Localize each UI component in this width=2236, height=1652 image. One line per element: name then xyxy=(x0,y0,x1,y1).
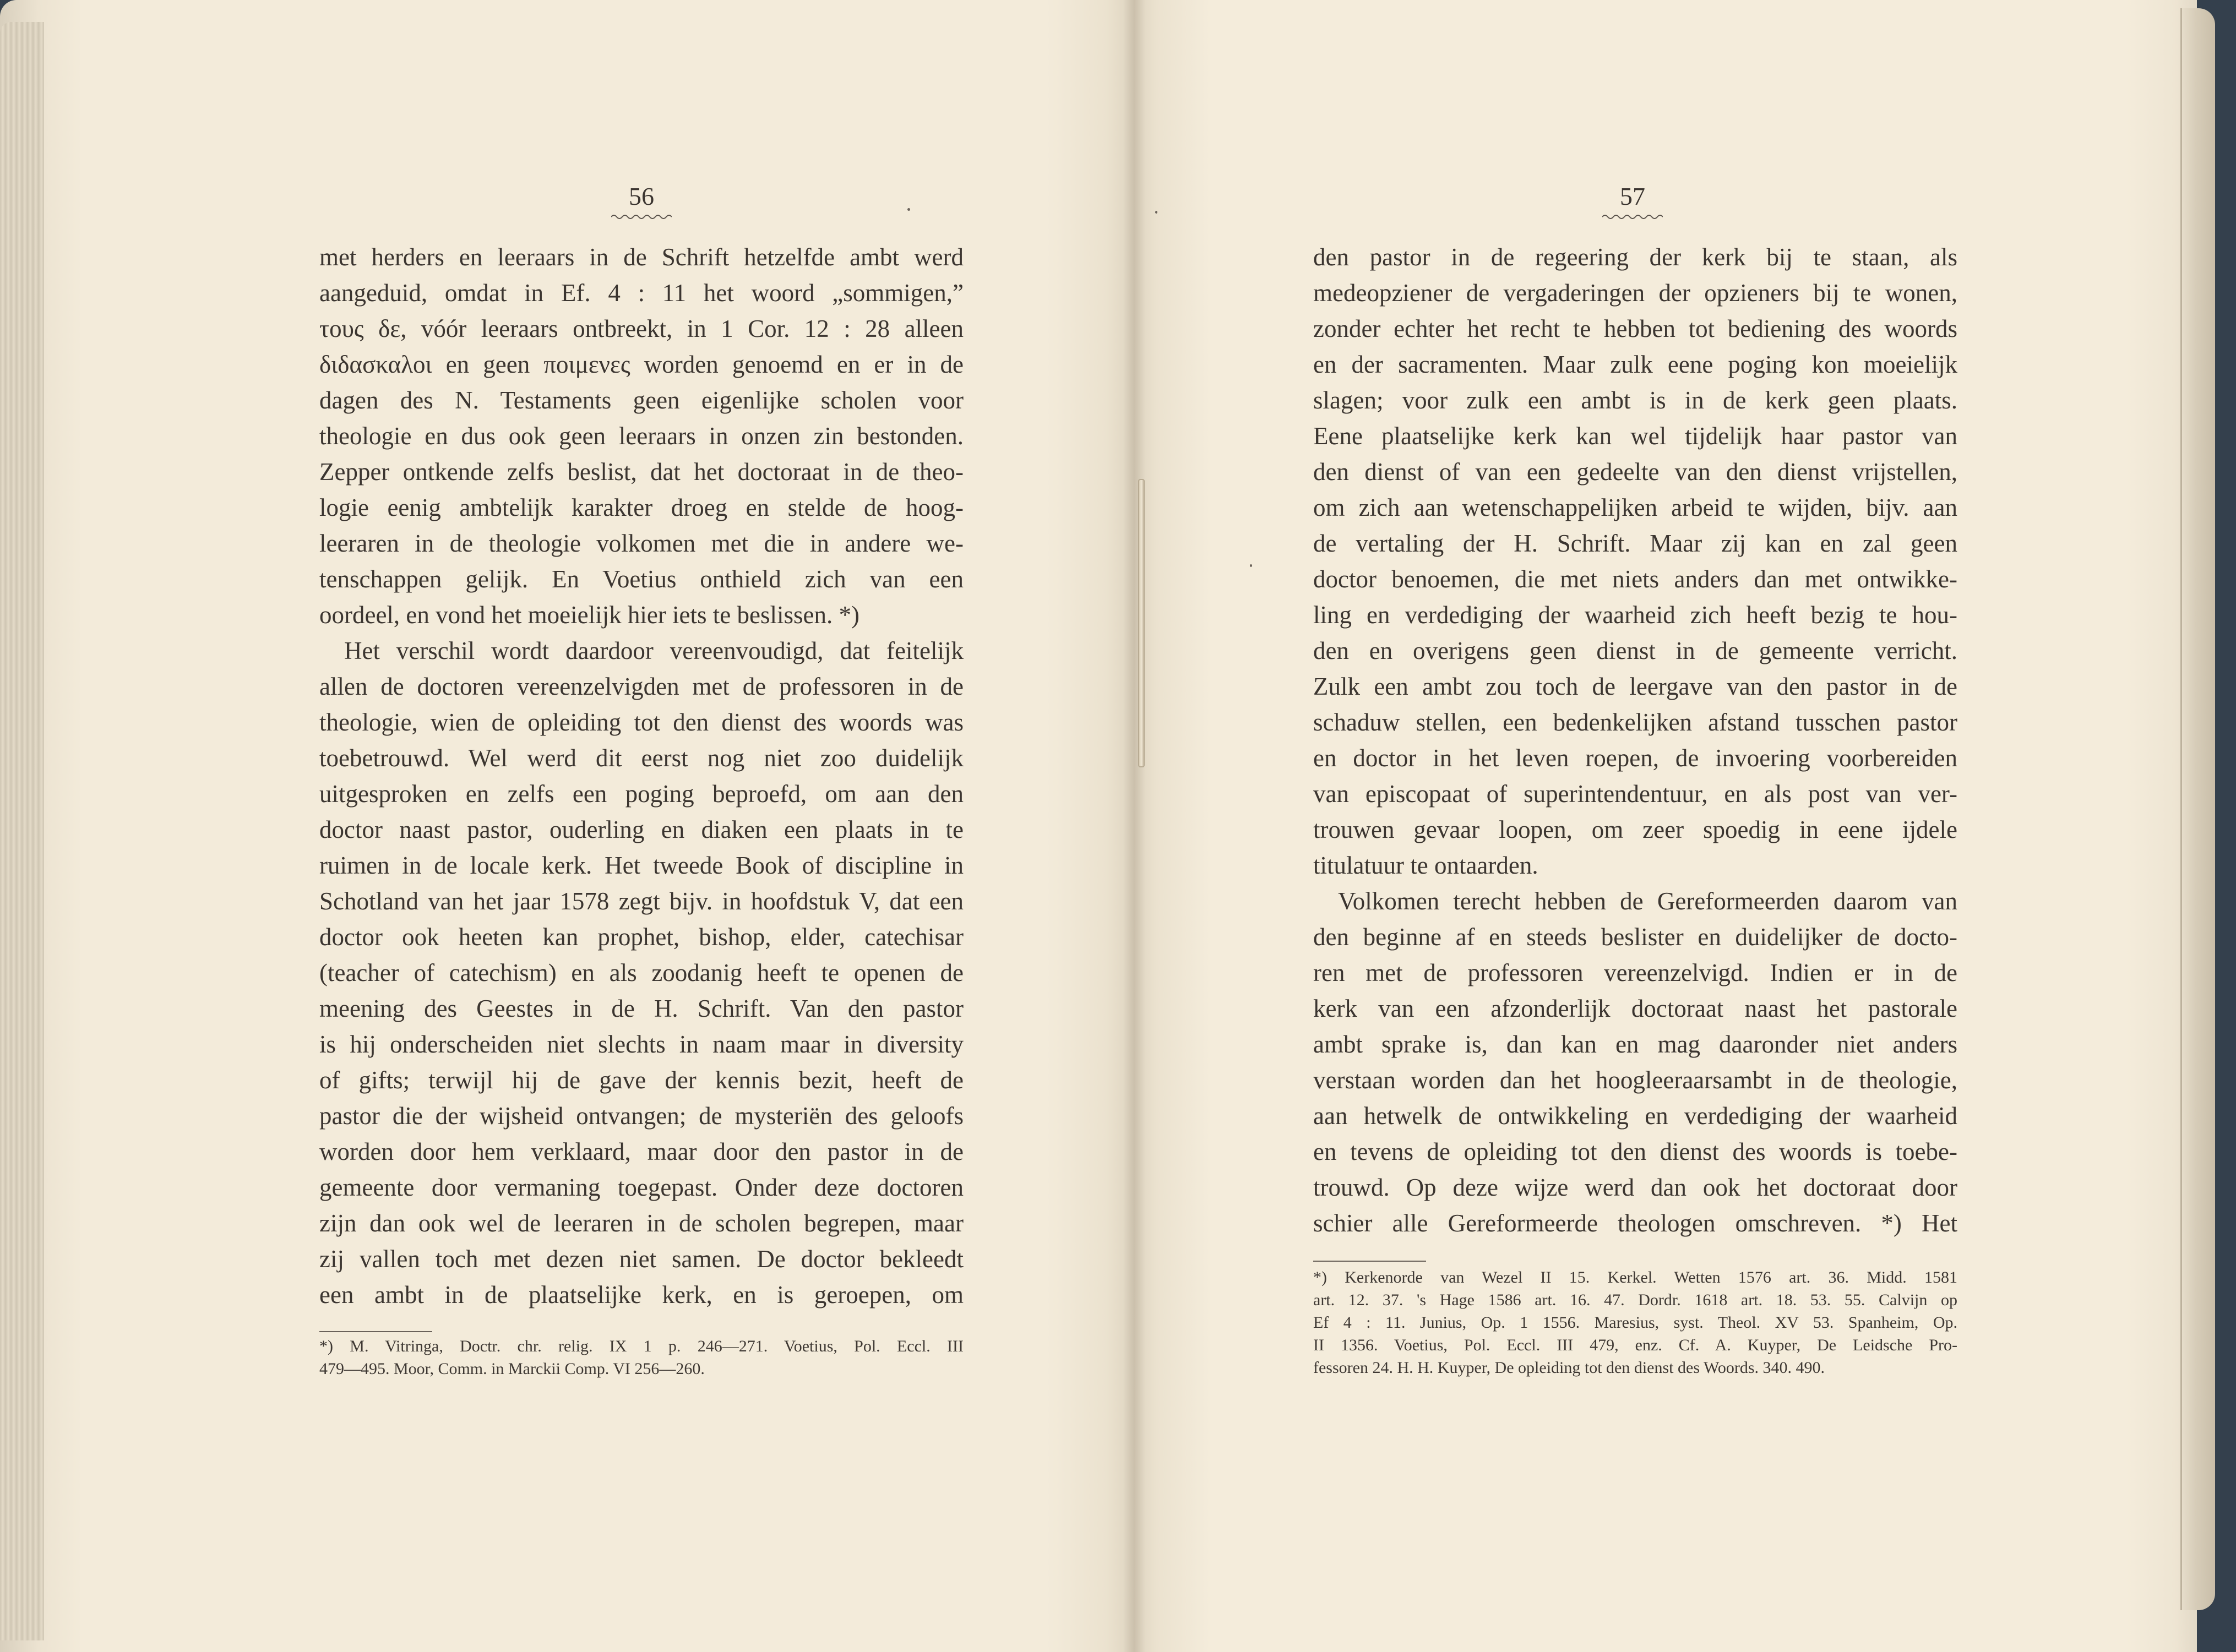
text-line: doctor ook heeten kan prophet, bishop, elder, catechisar xyxy=(319,923,964,951)
page-number-text: 56 xyxy=(629,182,654,210)
text-line: Volkomen terecht hebben de Gereformeerden daarom van xyxy=(1338,887,1957,915)
text-line: of gifts; terwijl hij de gave der kennis bezit, heeft de xyxy=(319,1066,964,1094)
text-line: titulatuur te ontaarden. xyxy=(1313,852,1538,879)
footnote-rule-left xyxy=(319,1331,432,1332)
text-line: trouwd. Op deze wijze werd dan ook het doctoraat door xyxy=(1313,1174,1957,1201)
paper-speck xyxy=(1250,564,1252,567)
text-line: aangeduid, omdat in Ef. 4 : 11 het woord „sommigen,” xyxy=(319,279,964,307)
text-line: doctor benoemen, die met niets anders dan met ontwikke- xyxy=(1313,565,1957,593)
left-body-text xyxy=(319,239,964,1313)
page-edges-right xyxy=(2180,8,2215,1610)
text-line: Eene plaatselijke kerk kan wel tijdelijk haar pastor van xyxy=(1313,422,1957,450)
text-line: en der sacramenten. Maar zulk eene poging kon moeielijk xyxy=(1313,351,1957,378)
text-line: ling en verdediging der waarheid zich heeft bezig te hou- xyxy=(1313,601,1957,629)
text-line: om zich aan wetenschappelijken arbeid te wijden, bijv. aan xyxy=(1313,494,1957,521)
text-line: en tevens de opleiding tot den dienst des woords is toebe- xyxy=(1313,1138,1957,1165)
footnote-line: fessoren 24. H. H. Kuyper, De opleiding tot den dienst des Woords. 340. 490. xyxy=(1313,1359,1825,1377)
footnote-line: 479—495. Moor, Comm. in Marckii Comp. VI 256—260. xyxy=(319,1360,705,1378)
text-line: (teacher of catechism) en als zoodanig heeft te openen de xyxy=(319,959,964,986)
right-body-text xyxy=(1313,239,1957,1241)
text-line: uitgesproken en zelfs een poging beproefd, om aan den xyxy=(319,780,964,808)
text-line: trouwen gevaar loopen, om zeer spoedig in eene ijdele xyxy=(1313,816,1957,843)
text-line: den dienst of van een gedeelte van den dienst vrijstellen, xyxy=(1313,458,1957,486)
text-line: zijn dan ook wel de leeraren in de scholen begrepen, maar xyxy=(319,1209,964,1237)
text-line: doctor naast pastor, ouderling en diaken een plaats in te xyxy=(319,816,964,843)
text-line: een ambt in de plaatselijke kerk, en is geroepen, om xyxy=(319,1281,964,1308)
text-line: διδασκαλοι en geen ποιμενες worden genoemd en er in de xyxy=(319,351,964,378)
text-line: de vertaling der H. Schrift. Maar zij kan en zal geen xyxy=(1313,530,1957,557)
text-line: den en overigens geen dienst in de gemeente verricht. xyxy=(1313,637,1957,664)
wavy-rule-icon xyxy=(1602,213,1663,221)
text-line: ruimen in de locale kerk. Het tweede Book of discipline in xyxy=(319,852,964,879)
text-line: toebetrouwd. Wel werd dit eerst nog niet zoo duidelijk xyxy=(319,744,964,772)
paper-speck xyxy=(907,208,910,211)
text-line: ren met de professoren vereenzelvigd. Indien er in de xyxy=(1313,959,1957,986)
text-line: worden door hem verklaard, maar door den pastor in de xyxy=(319,1138,964,1165)
footnote-line: Ef 4 : 11. Junius, Op. 1 1556. Maresius, syst. Theol. XV 53. Spanheim, Op. xyxy=(1313,1313,1957,1332)
footnote-line: art. 12. 37. 's Hage 1586 art. 16. 47. Dordr. 1618 art. 18. 53. 55. Calvijn op xyxy=(1313,1291,1957,1309)
text-line: allen de doctoren vereenzelvigden met de professoren in de xyxy=(319,673,964,700)
text-line: oordeel, en vond het moeielijk hier iets te beslissen. *) xyxy=(319,601,859,629)
text-line: zij vallen toch met dezen niet samen. De doctor bekleedt xyxy=(319,1245,964,1273)
page-edges-left xyxy=(0,22,44,1640)
text-line: ambt sprake is, dan kan en mag daaronder niet anders xyxy=(1313,1031,1957,1058)
text-line: meening des Geestes in de H. Schrift. Van den pastor xyxy=(319,995,964,1022)
footnote-line: *) M. Vitringa, Doctr. chr. relig. IX 1 p. 246—271. Voetius, Pol. Eccl. III xyxy=(319,1337,964,1355)
text-line: slagen; voor zulk een ambt is in de kerk geen plaats. xyxy=(1313,386,1957,414)
text-line: theologie, wien de opleiding tot den dienst des woords was xyxy=(319,708,964,736)
text-line: Schotland van het jaar 1578 zegt bijv. in hoofdstuk V, dat een xyxy=(319,887,964,915)
text-line: schaduw stellen, een bedenkelijken afstand tusschen pastor xyxy=(1313,708,1957,736)
footnote-line: II 1356. Voetius, Pol. Eccl. III 479, enz. Cf. A. Kuyper, De Leidsche Pro- xyxy=(1313,1336,1957,1354)
text-line: Zepper ontkende zelfs beslist, dat het doctoraat in de theo- xyxy=(319,458,964,486)
text-line: Het verschil wordt daardoor vereenvoudigd, dat feitelijk xyxy=(344,637,964,664)
text-line: dagen des N. Testaments geen eigenlijke scholen voor xyxy=(319,386,964,414)
text-line: van episcopaat of superintendentuur, en als post van ver- xyxy=(1313,780,1957,808)
text-line: verstaan worden dan het hoogleeraarsambt in de theologie, xyxy=(1313,1066,1957,1094)
book-gutter xyxy=(1123,0,1145,1652)
text-line: gemeente door vermaning toegepast. Onder deze doctoren xyxy=(319,1174,964,1201)
footnote-rule-right xyxy=(1313,1261,1426,1262)
text-line: den beginne af en steeds beslister en duidelijker de docto- xyxy=(1313,923,1957,951)
left-footnotes xyxy=(319,1335,964,1380)
binding-thread xyxy=(1138,479,1145,767)
text-line: theologie en dus ook geen leeraars in onzen zin bestonden. xyxy=(319,422,964,450)
text-line: leeraren in de theologie volkomen met die in andere we- xyxy=(319,530,964,557)
text-line: kerk van een afzonderlijk doctoraat naast het pastorale xyxy=(1313,995,1957,1022)
text-line: met herders en leeraars in de Schrift hetzelfde ambt werd xyxy=(319,243,964,271)
text-line: tenschappen gelijk. En Voetius onthield zich van een xyxy=(319,565,964,593)
page-number-text: 57 xyxy=(1620,182,1645,210)
text-line: aan hetwelk de ontwikkeling en verdediging der waarheid xyxy=(1313,1102,1957,1130)
text-line: en doctor in het leven roepen, de invoering voorbereiden xyxy=(1313,744,1957,772)
paper-speck xyxy=(1155,211,1157,214)
right-footnotes xyxy=(1313,1266,1957,1379)
text-line: medeopziener de vergaderingen der opzieners bij te wonen, xyxy=(1313,279,1957,307)
text-line: den pastor in de regeering der kerk bij te staan, als xyxy=(1313,243,1957,271)
page-number-right xyxy=(1577,182,1688,221)
text-line: logie eenig ambtelijk karakter droeg en stelde de hoog- xyxy=(319,494,964,521)
text-line: Zulk een ambt zou toch de leergave van den pastor in de xyxy=(1313,673,1957,700)
footnote-line: *) Kerkenorde van Wezel II 15. Kerkel. Wetten 1576 art. 36. Midd. 1581 xyxy=(1313,1268,1957,1286)
text-line: is hij onderscheiden niet slechts in naam maar in diversity xyxy=(319,1031,964,1058)
wavy-rule-icon xyxy=(611,213,672,221)
text-line: pastor die der wijsheid ontvangen; de mysteriën des geloofs xyxy=(319,1102,964,1130)
text-line: zonder echter het recht te hebben tot bediening des woords xyxy=(1313,315,1957,342)
text-line: schier alle Gereformeerde theologen omschreven. *) Het xyxy=(1313,1209,1957,1237)
page-number-left xyxy=(586,182,697,221)
text-line: τους δε, vóór leeraars ontbreekt, in 1 Cor. 12 : 28 alleen xyxy=(319,315,964,342)
